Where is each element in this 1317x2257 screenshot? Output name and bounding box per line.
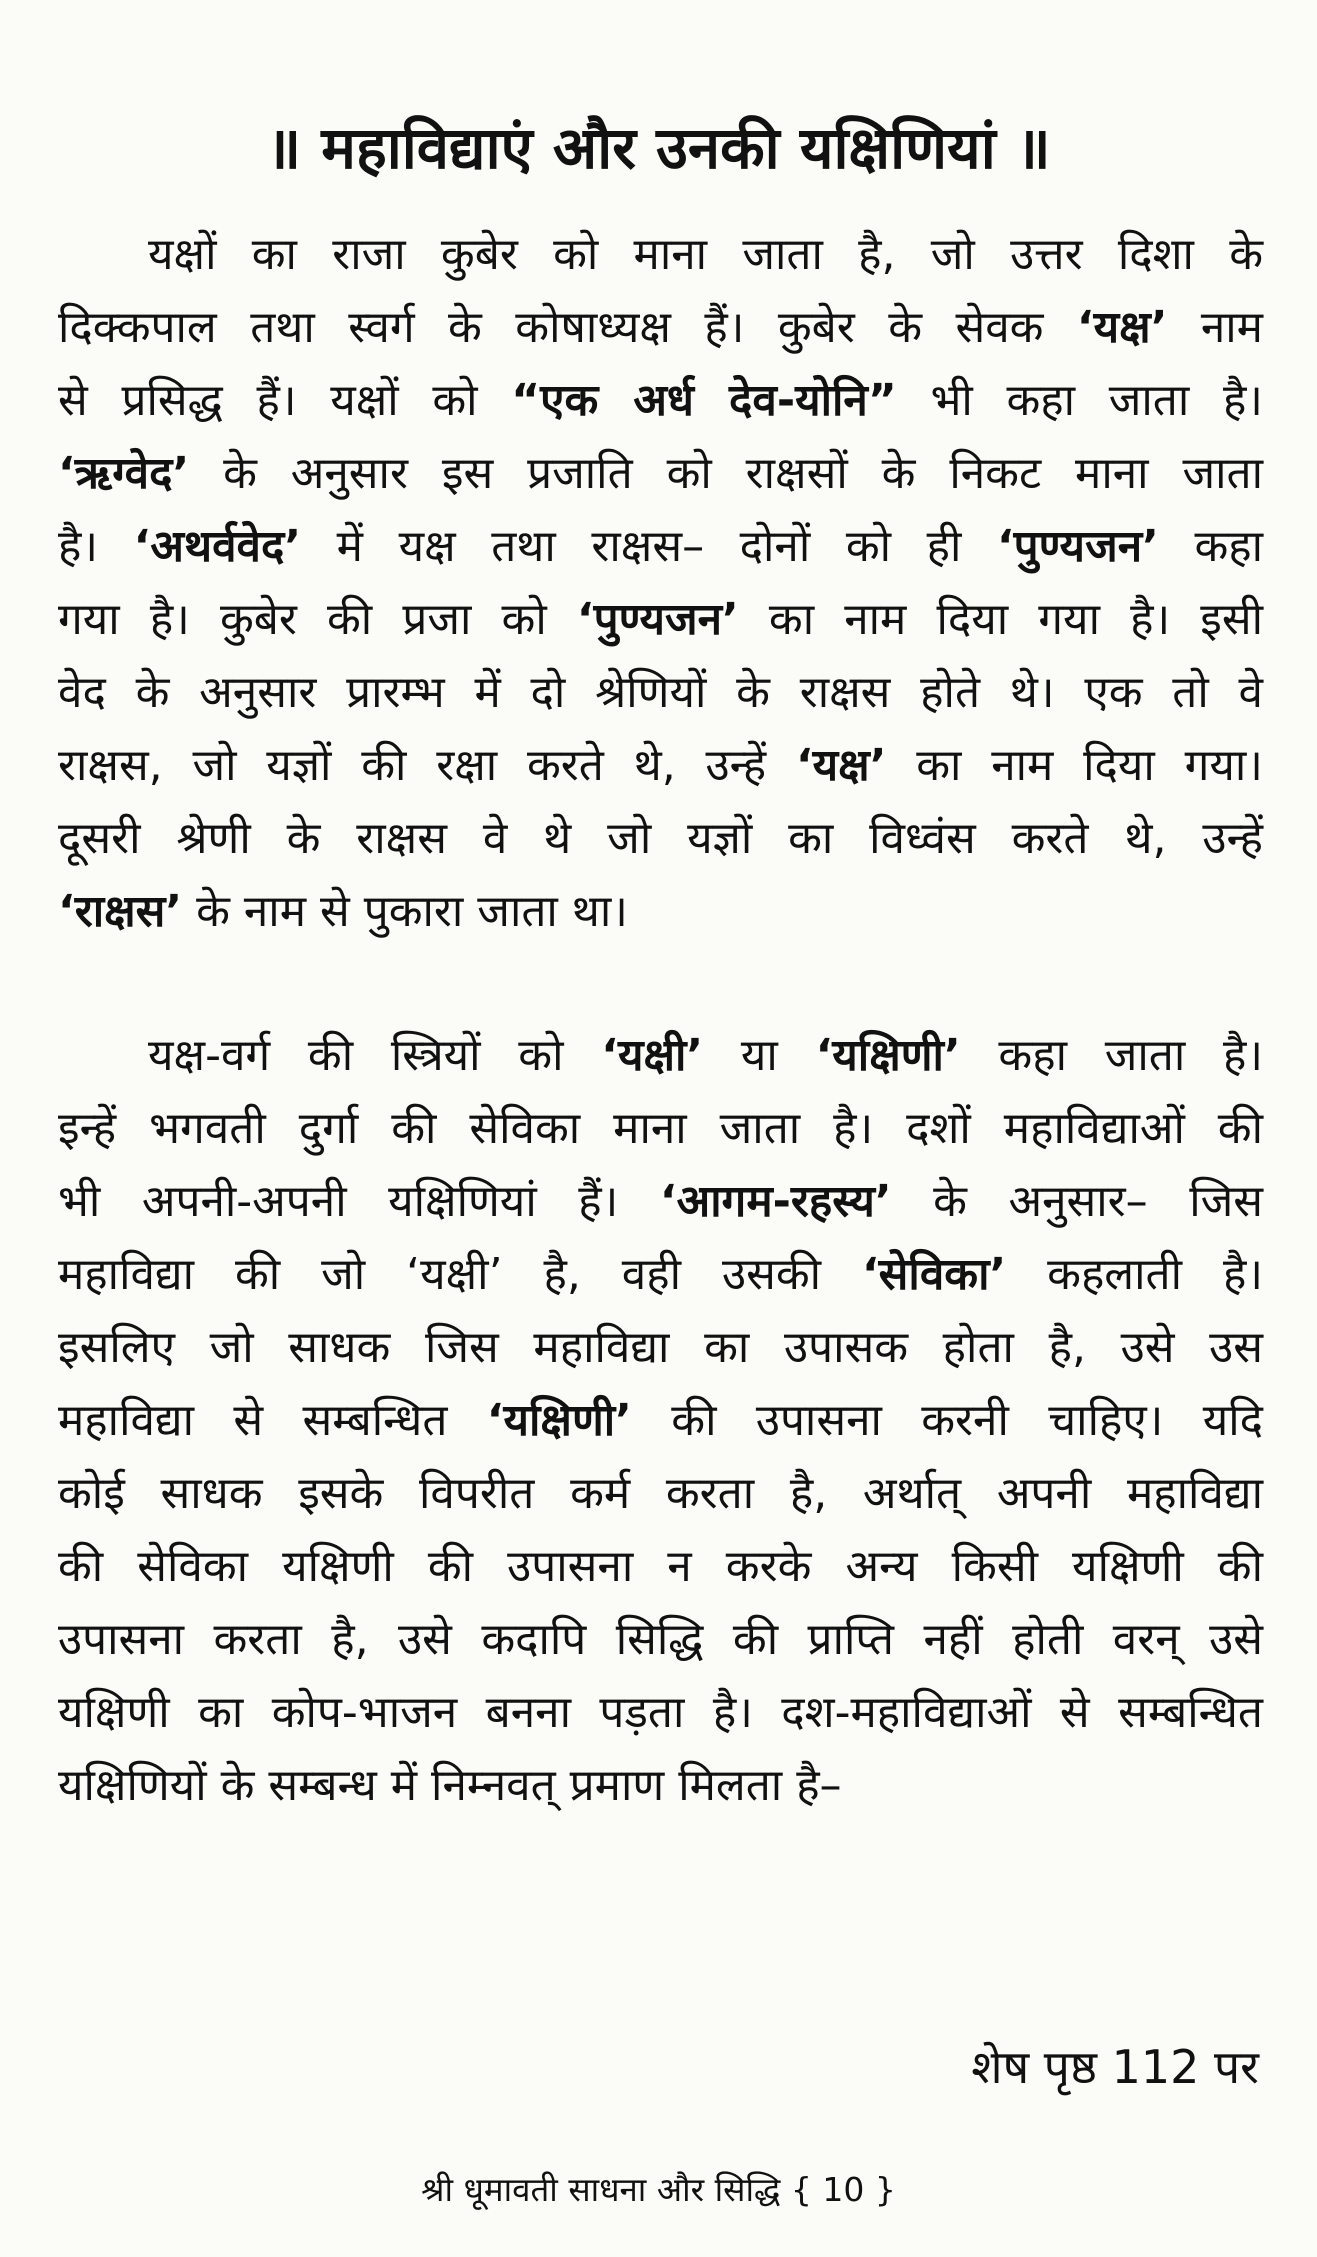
text-line [58,802,1263,875]
text-line [58,1019,1263,1092]
emphasized-term: ‘यक्ष’ [795,740,887,791]
emphasized-term: ‘यक्षी’ [601,1030,704,1081]
text-segment: भी अपनी-अपनी यक्षिणियां हैं। [58,1176,660,1227]
text-segment: वेद के अनुसार प्रारम्भ में दो श्रेणियों के राक्षस होते थे। एक तो वे [58,667,1263,718]
text-line [58,1311,1263,1384]
text-line [58,875,1263,948]
text-segment: भी कहा जाता है। [896,375,1263,426]
text-segment: दूसरी श्रेणी के राक्षस वे थे जो यज्ञों का विध्वंस करते थे, उन्हें [58,813,1263,864]
text-segment: का नाम दिया गया। [886,740,1263,791]
text-line [58,1238,1263,1311]
text-line [58,656,1263,729]
text-line [58,437,1263,510]
text-segment: कहलाती है। [1006,1249,1263,1300]
text-segment: महाविद्या से सम्बन्धित [58,1395,487,1446]
emphasized-term: ‘सेविका’ [861,1249,1007,1300]
text-segment: इसलिए जो साधक जिस महाविद्या का उपासक होता है, उसे उस [58,1322,1263,1373]
text-line [58,729,1263,802]
text-line [58,583,1263,656]
text-line [58,1457,1263,1530]
text-segment: या [703,1030,816,1081]
text-segment: के अनुसार इस प्रजाति को राक्षसों के निकट माना जाता [189,448,1263,499]
text-segment: की सेविका यक्षिणी की उपासना न करके अन्य किसी यक्षिणी की [58,1541,1263,1592]
text-segment: कहा जाता है। [960,1030,1264,1081]
text-line [58,1092,1263,1165]
paragraph-2 [58,1019,1263,1822]
text-line [58,1676,1263,1749]
text-line [58,1603,1263,1676]
text-segment: के अनुसार– जिस [891,1176,1263,1227]
text-segment: यक्षिणियों के सम्बन्ध में निम्नवत् प्रमाण मिलता है– [58,1760,842,1811]
text-segment: राक्षस, जो यज्ञों की रक्षा करते थे, उन्हें [58,740,796,791]
page-footer: श्री धूमावती साधना और सिद्धि { 10 } [421,2170,896,2209]
text-segment: है। [58,521,134,572]
emphasized-term: “एक अर्ध देव-योनि” [511,375,897,426]
text-line [58,218,1263,291]
text-segment: कहा [1158,521,1263,572]
text-line [58,1749,1263,1822]
emphasized-term: ‘पुण्यजन’ [996,521,1159,572]
text-segment: महाविद्या की जो ‘यक्षी’ है, वही उसकी [58,1249,862,1300]
text-segment: उपासना करता है, उसे कदापि सिद्धि की प्राप्ति नहीं होती वरन् उसे [58,1614,1263,1665]
emphasized-term: ‘अथर्ववेद’ [133,521,302,572]
text-segment: यक्षिणी का कोप-भाजन बनना पड़ता है। दश-महाविद्याओं से सम्बन्धित [58,1687,1263,1738]
emphasized-term: ‘पुण्यजन’ [576,594,739,645]
page-title: ॥ महाविद्याएं और उनकी यक्षिणियां ॥ [266,114,1051,182]
emphasized-term: ‘यक्ष’ [1076,302,1168,353]
emphasized-term: ‘यक्षिणी’ [815,1030,961,1081]
text-line [58,1530,1263,1603]
text-segment: यक्ष-वर्ग की स्त्रियों को [148,1030,602,1081]
emphasized-term: ‘यक्षिणी’ [486,1395,632,1446]
text-line [58,510,1263,583]
emphasized-term: ‘आगम-रहस्य’ [659,1176,892,1227]
emphasized-term: ‘राक्षस’ [58,886,183,937]
text-line [58,291,1263,364]
text-segment: कोई साधक इसके विपरीत कर्म करता है, अर्थात् अपनी महाविद्या [58,1468,1263,1519]
text-line [58,1384,1263,1457]
text-segment: के नाम से पुकारा जाता था। [182,886,628,937]
paragraph-1 [58,218,1263,948]
text-segment: दिक्कपाल तथा स्वर्ग के कोषाध्यक्ष हैं। कुबेर के सेवक [58,302,1077,353]
text-segment: में यक्ष तथा राक्षस– दोनों को ही [301,521,997,572]
text-segment: नाम [1167,302,1263,353]
text-segment: यक्षों का राजा कुबेर को माना जाता है, जो उत्तर दिशा के [148,229,1263,280]
text-segment: गया है। कुबेर की प्रजा को [58,594,577,645]
emphasized-term: ‘ऋग्वेद’ [58,448,190,499]
text-segment: का नाम दिया गया है। इसी [738,594,1263,645]
text-segment: से प्रसिद्ध हैं। यक्षों को [58,375,512,426]
continued-note: शेष पृष्ठ 112 पर [971,2040,1259,2094]
text-line [58,1165,1263,1238]
text-segment: की उपासना करनी चाहिए। यदि [631,1395,1263,1446]
text-segment: इन्हें भगवती दुर्गा की सेविका माना जाता है। दशों महाविद्याओं की [58,1103,1263,1154]
text-line [58,364,1263,437]
